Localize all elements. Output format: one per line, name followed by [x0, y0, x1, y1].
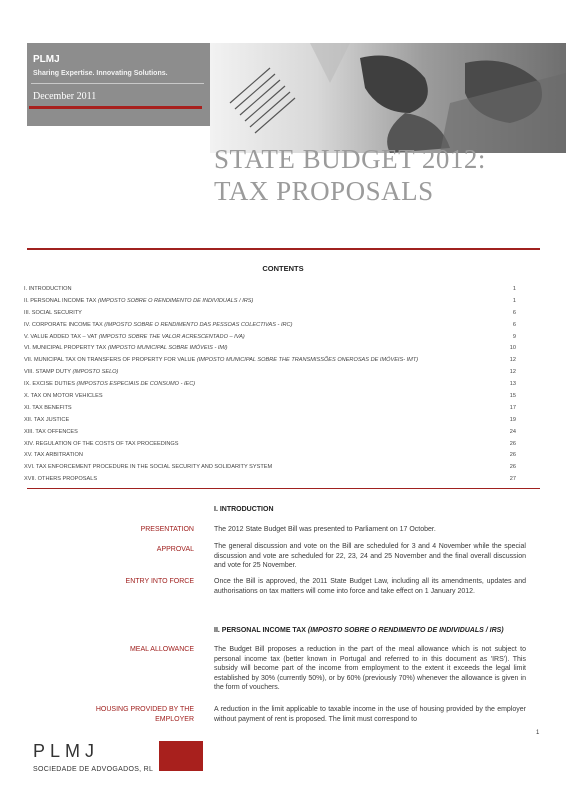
toc-page-number: 6 — [512, 309, 516, 316]
publication-date: December 2011 — [33, 91, 97, 102]
contents-heading: CONTENTS — [262, 264, 304, 273]
firm-name: PLMJ — [33, 54, 60, 65]
toc-entry-label — [24, 357, 418, 363]
tagline: Sharing Expertise. Innovating Solutions. — [33, 70, 168, 77]
toc-page-number: 15 — [509, 393, 516, 400]
toc-row[interactable] — [24, 405, 516, 417]
toc-page-number: 27 — [509, 476, 516, 483]
side-label-housing: HOUSING PROVIDED BY THE EMPLOYER — [95, 706, 194, 723]
toc-entry-title: XI. TAX BENEFITS — [24, 404, 72, 411]
toc-entry-label — [24, 298, 253, 304]
toc-row[interactable] — [24, 286, 516, 298]
logo-subtitle: SOCIEDADE DE ADVOGADOS, RL — [33, 766, 154, 773]
toc-entry-label — [24, 429, 78, 435]
table-of-contents — [24, 286, 516, 488]
side-label-approval: APPROVAL — [156, 546, 194, 553]
toc-entry-title: XIII. TAX OFFENCES — [24, 428, 78, 435]
toc-row[interactable] — [24, 381, 516, 393]
toc-row[interactable] — [24, 452, 516, 464]
toc-page-number: 13 — [509, 381, 516, 388]
toc-entry-title: V. VALUE ADDED TAX – VAT — [24, 333, 99, 340]
title-line-1: STATE BUDGET 2012: — [214, 144, 486, 174]
toc-page-number: 12 — [509, 369, 516, 376]
header-band — [27, 43, 566, 153]
toc-entry-label — [24, 334, 245, 340]
toc-entry-label — [24, 452, 83, 458]
toc-entry-label — [24, 405, 72, 411]
logo-red-square — [159, 741, 203, 771]
paragraph-presentation: The 2012 State Budget Bill was presented to Parliament on 17 October. — [214, 526, 436, 533]
toc-page-number: 26 — [509, 440, 516, 447]
toc-row[interactable] — [24, 476, 516, 488]
toc-entry-title: VII. MUNICIPAL TAX ON TRANSFERS OF PROPERTY FOR VALUE — [24, 357, 197, 364]
paragraph-approval: The general discussion and vote on the Bill are scheduled for 3 and 4 November while the special discussion and vote are scheduled for 22, 23, 24 and 25 November and the final overall discussion and vote for 25 November. — [214, 543, 526, 569]
section-heading-personal-income-tax — [214, 627, 504, 634]
document-title — [214, 143, 486, 207]
toc-page-number: 10 — [509, 345, 516, 352]
toc-entry-label — [24, 322, 292, 328]
toc-row[interactable] — [24, 345, 516, 357]
section-heading-text: II. PERSONAL INCOME TAX — [214, 627, 308, 634]
toc-page-number: 19 — [509, 416, 516, 423]
toc-row[interactable] — [24, 417, 516, 429]
toc-row[interactable] — [24, 369, 516, 381]
toc-page-number: 26 — [509, 452, 516, 459]
contents-divider — [27, 488, 540, 489]
accent-strip — [29, 106, 202, 109]
toc-entry-title: I. INTRODUCTION — [24, 286, 72, 292]
toc-entry-label — [24, 310, 82, 316]
side-label-entry-into-force: ENTRY INTO FORCE — [125, 578, 194, 585]
toc-entry-title: XII. TAX JUSTICE — [24, 416, 70, 423]
toc-row[interactable] — [24, 429, 516, 441]
toc-entry-italic: (IMPOSTO SOBRE THE VALOR ACRESCENTADO – IVA) — [98, 333, 245, 340]
header-photo — [210, 43, 566, 153]
toc-entry-title: II. PERSONAL INCOME TAX — [24, 297, 98, 304]
toc-entry-italic: (IMPOSTOS ESPECIAIS DE CONSUMO - IEC) — [76, 381, 196, 388]
toc-entry-title: IV. CORPORATE INCOME TAX — [24, 321, 105, 328]
toc-page-number: 1 — [512, 286, 516, 292]
toc-page-number: 9 — [512, 333, 516, 340]
page-number: 1 — [536, 730, 540, 736]
toc-entry-italic: (IMPOSTO MUNICIPAL SOBRE IMÓVEIS - IMI) — [107, 345, 228, 352]
toc-entry-label — [24, 345, 228, 351]
section-heading-italic: (IMPOSTO SOBRE O RENDIMENTO DE INDIVIDUALS / IRS) — [307, 627, 504, 634]
toc-entry-label — [24, 286, 72, 292]
toc-entry-title: X. TAX ON MOTOR VEHICLES — [24, 393, 103, 400]
toc-page-number: 24 — [509, 428, 516, 435]
toc-row[interactable] — [24, 334, 516, 346]
title-line-2: TAX PROPOSALS — [214, 176, 434, 206]
toc-entry-title: XV. TAX ARBITRATION — [24, 452, 83, 459]
paragraph-entry-into-force: Once the Bill is approved, the 2011 State Budget Law, including all its amendments, updates and authorisations on tax matters will come into force and take effect on 1 January 2012. — [214, 578, 526, 595]
toc-entry-italic: (IMPOSTO MUNICIPAL SOBRE THE TRANSMISSÕES ONEROSAS DE IMÓVEIS- IMT) — [196, 357, 419, 364]
toc-entry-italic: (IMPOSTO SELO) — [72, 369, 119, 376]
side-label-presentation: PRESENTATION — [140, 526, 194, 533]
toc-entry-title: VIII. STAMP DUTY — [24, 369, 73, 376]
paragraph-meal-allowance: The Budget Bill proposes a reduction in the part of the meal allowance which is not subject to personal income tax (better known in Portugal and referred to in this document as 'IRS'). This subsidy will become part of the income from employment to the extent it exceeds the legal limit established by 30% (currently 50%), or by 60% (previously 70%) whenever the allowance is given in the form of vouchers. — [214, 646, 526, 691]
toc-entry-label — [24, 464, 272, 470]
toc-entry-title: III. SOCIAL SECURITY — [24, 309, 82, 316]
toc-page-number: 1 — [512, 297, 516, 304]
toc-entry-label — [24, 417, 69, 423]
toc-page-number: 6 — [512, 321, 516, 328]
side-label-meal-allowance: MEAL ALLOWANCE — [129, 646, 194, 653]
toc-entry-label — [24, 393, 103, 399]
toc-entry-title: XVI. TAX ENFORCEMENT PROCEDURE IN THE SOCIAL SECURITY AND SOLIDARITY SYSTEM — [24, 464, 273, 471]
toc-entry-label — [24, 381, 195, 387]
title-divider — [27, 248, 540, 250]
toc-page-number: 17 — [509, 404, 516, 411]
paragraph-housing: A reduction in the limit applicable to taxable income in the use of housing provided by the employer without payment of rent is proposed. The limit must correspond to — [214, 706, 526, 723]
toc-row[interactable] — [24, 298, 516, 310]
toc-page-number: 12 — [509, 357, 516, 364]
section-heading-introduction: I. INTRODUCTION — [214, 506, 274, 513]
toc-entry-title: XVII. OTHERS PROPOSALS — [24, 476, 98, 483]
toc-row[interactable] — [24, 310, 516, 322]
toc-entry-italic: (IMPOSTO SOBRE O RENDIMENTO DE INDIVIDUALS / IRS) — [97, 297, 254, 304]
brand-box — [27, 43, 210, 126]
toc-row[interactable] — [24, 393, 516, 405]
toc-entry-italic: (IMPOSTO SOBRE O RENDIMENTO DAS PESSOAS COLECTIVAS - IRC) — [104, 321, 293, 328]
toc-entry-label — [24, 369, 118, 375]
footer-logo — [33, 741, 193, 777]
toc-entry-label — [24, 441, 178, 447]
toc-row[interactable] — [24, 441, 516, 453]
toc-entry-title: XIV. REGULATION OF THE COSTS OF TAX PROCEEDINGS — [24, 440, 179, 447]
toc-row[interactable] — [24, 357, 516, 369]
divider — [31, 83, 204, 84]
toc-entry-title: VI. MUNICIPAL PROPERTY TAX — [24, 345, 108, 352]
toc-row[interactable] — [24, 322, 516, 334]
logo-wordmark: PLMJ — [33, 741, 100, 761]
toc-entry-label — [24, 476, 97, 482]
toc-page-number: 26 — [509, 464, 516, 471]
toc-entry-title: IX. EXCISE DUTIES — [24, 381, 77, 388]
toc-row[interactable] — [24, 464, 516, 476]
